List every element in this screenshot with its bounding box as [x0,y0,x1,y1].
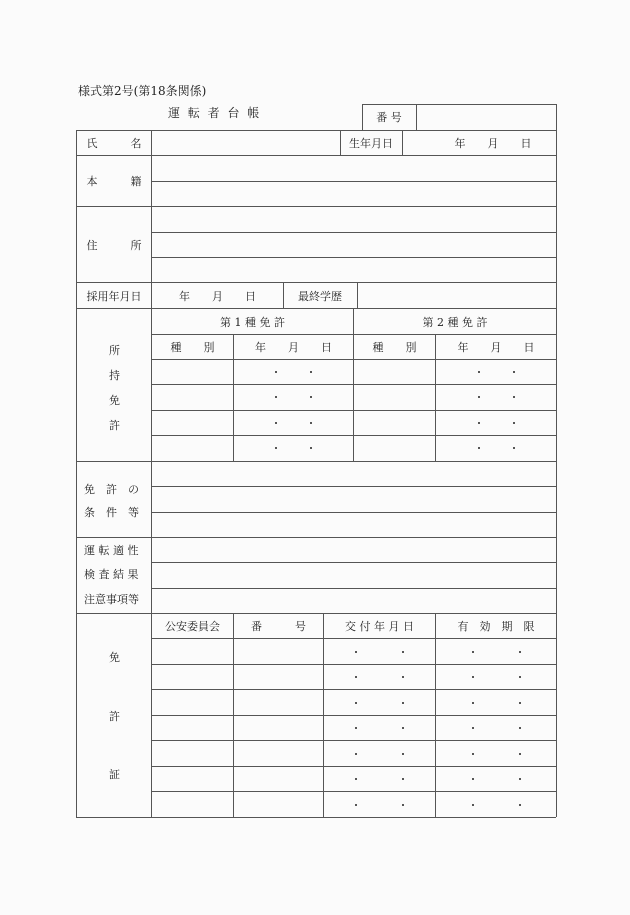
form-number-label: 様式第2号(第18条関係) [78,84,207,98]
name-field[interactable] [152,131,340,155]
name-label: 氏 名 [86,137,142,150]
license-conditions-label-line1: 免 許 の [84,483,139,496]
table-rule [76,817,556,818]
birthdate-label: 生年月日 [349,137,393,150]
class1-license-header: 第 1 種 免 許 [220,315,285,329]
license-card-char: 許 [109,710,120,723]
table-rule [556,104,557,130]
licenses-held-char: 所 [109,344,120,357]
header-expiry: 有 効 期 限 [457,620,535,633]
address-field[interactable] [152,207,556,282]
table-rule [402,130,403,155]
class2-date-header: 年 月 日 [457,341,535,354]
aptitude-label-line3: 注意事項等 [84,593,139,606]
domicile-label: 本 籍 [86,175,142,188]
class1-kind-header: 種 別 [170,341,215,354]
license-conditions-label-line2: 条 件 等 [84,506,139,519]
aptitude-results-field[interactable] [152,538,556,613]
licenses-held-char: 免 [109,394,120,407]
education-label: 最終学歴 [298,289,342,303]
licenses-held-label [77,309,151,461]
header-commission: 公安委員会 [165,620,220,633]
licenses-held-entries[interactable] [152,360,556,461]
number-field[interactable] [417,105,555,129]
form-title: 運 転 者 台 帳 [168,106,262,120]
hire-date-label: 採用年月日 [86,289,142,303]
hire-date-field[interactable]: 年 月 日 [179,289,256,303]
birthdate-field[interactable]: 年 月 日 [454,137,532,150]
aptitude-label-line2: 検 査 結 果 [84,568,139,581]
domicile-field[interactable] [152,156,556,206]
license-card-entries[interactable] [152,639,556,817]
number-label: 番 号 [376,111,402,124]
class2-kind-header: 種 別 [372,341,417,354]
license-card-label [77,614,151,817]
table-rule [556,130,557,817]
class2-license-header: 第 2 種 免 許 [422,315,488,329]
address-label: 住 所 [86,238,142,252]
licenses-held-char: 許 [109,419,120,432]
education-field[interactable] [358,283,556,308]
licenses-held-char: 持 [109,369,120,382]
header-issue-date: 交 付 年 月 日 [345,620,414,633]
class1-date-header: 年 月 日 [255,341,332,354]
license-card-char: 免 [109,651,120,664]
license-card-char: 証 [109,768,120,781]
header-number: 番 号 [251,620,306,633]
aptitude-label-line1: 運 転 適 性 [84,544,139,557]
license-conditions-field[interactable] [152,462,556,537]
